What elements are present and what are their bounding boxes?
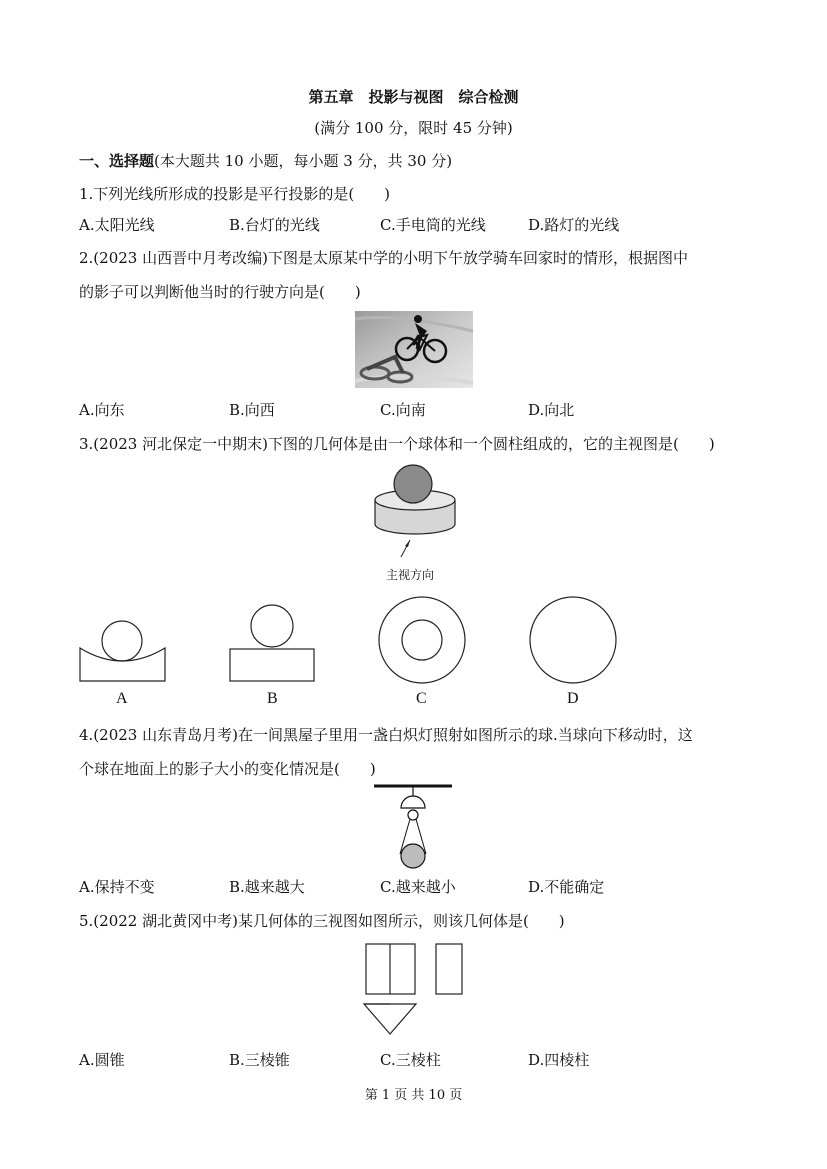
section-heading: 一、选择题(本大题共 10 小题，每小题 3 分，共 30 分) <box>79 152 453 170</box>
q5-option-a[interactable]: A.圆锥 <box>79 1051 125 1069</box>
q3-choice-d-label: D <box>567 690 579 707</box>
q5-option-c[interactable]: C.三棱柱 <box>380 1051 441 1069</box>
q3-choice-d-figure[interactable] <box>528 595 618 685</box>
sphere-on-cylinder-figure <box>370 462 460 572</box>
q3-choice-a-figure[interactable] <box>79 620 167 682</box>
q1-option-b[interactable]: B.台灯的光线 <box>229 216 320 234</box>
q4-option-c[interactable]: C.越来越小 <box>380 878 456 896</box>
lamp-ball-figure <box>374 784 454 872</box>
question-4-text-line1: 4.(2023 山东青岛月考)在一间黑屋子里用一盏白炽灯照射如图所示的球.当球向下移动时，这 <box>79 726 693 744</box>
q2-option-d[interactable]: D.向北 <box>528 401 575 419</box>
page-number-footer: 第 1 页 共 10 页 <box>364 1088 463 1103</box>
q3-choice-a-label: A <box>116 690 128 707</box>
q3-choice-c-figure[interactable] <box>377 595 467 685</box>
question-2-text-line2: 的影子可以判断他当时的行驶方向是( ) <box>79 283 361 301</box>
cyclist-photo <box>355 311 473 388</box>
q5-option-b[interactable]: B.三棱锥 <box>229 1051 290 1069</box>
q3-choice-c-label: C <box>416 690 427 707</box>
q2-option-a[interactable]: A.向东 <box>79 401 125 419</box>
main-view-direction-label: 主视方向 <box>386 568 435 582</box>
q5-option-d[interactable]: D.四棱柱 <box>528 1051 590 1069</box>
question-5-text: 5.(2022 湖北黄冈中考)某几何体的三视图如图所示，则该几何体是( ) <box>79 912 565 930</box>
q4-option-d[interactable]: D.不能确定 <box>528 878 605 896</box>
question-3-text: 3.(2023 河北保定一中期末)下图的几何体是由一个球体和一个圆柱组成的，它的主视图是( ) <box>79 435 715 453</box>
q4-option-a[interactable]: A.保持不变 <box>79 878 155 896</box>
q1-option-a[interactable]: A.太阳光线 <box>79 216 155 234</box>
q2-option-c[interactable]: C.向南 <box>380 401 426 419</box>
q1-option-d[interactable]: D.路灯的光线 <box>528 216 620 234</box>
q3-choice-b-figure[interactable] <box>229 604 317 682</box>
page-subtitle: (满分 100 分，限时 45 分钟) <box>314 119 513 137</box>
q3-choice-b-label: B <box>267 690 278 707</box>
question-1-text: 1.下列光线所形成的投影是平行投影的是( ) <box>79 185 391 203</box>
q1-option-c[interactable]: C.手电筒的光线 <box>380 216 486 234</box>
question-2-text-line1: 2.(2023 山西晋中月考改编)下图是太原某中学的小明下午放学骑车回家时的情形，根据图中 <box>79 249 688 267</box>
page-title: 第五章 投影与视图 综合检测 <box>308 88 519 106</box>
three-view-figure <box>360 942 470 1036</box>
q4-option-b[interactable]: B.越来越大 <box>229 878 305 896</box>
q2-option-b[interactable]: B.向西 <box>229 401 275 419</box>
question-4-text-line2: 个球在地面上的影子大小的变化情况是( ) <box>79 760 376 778</box>
